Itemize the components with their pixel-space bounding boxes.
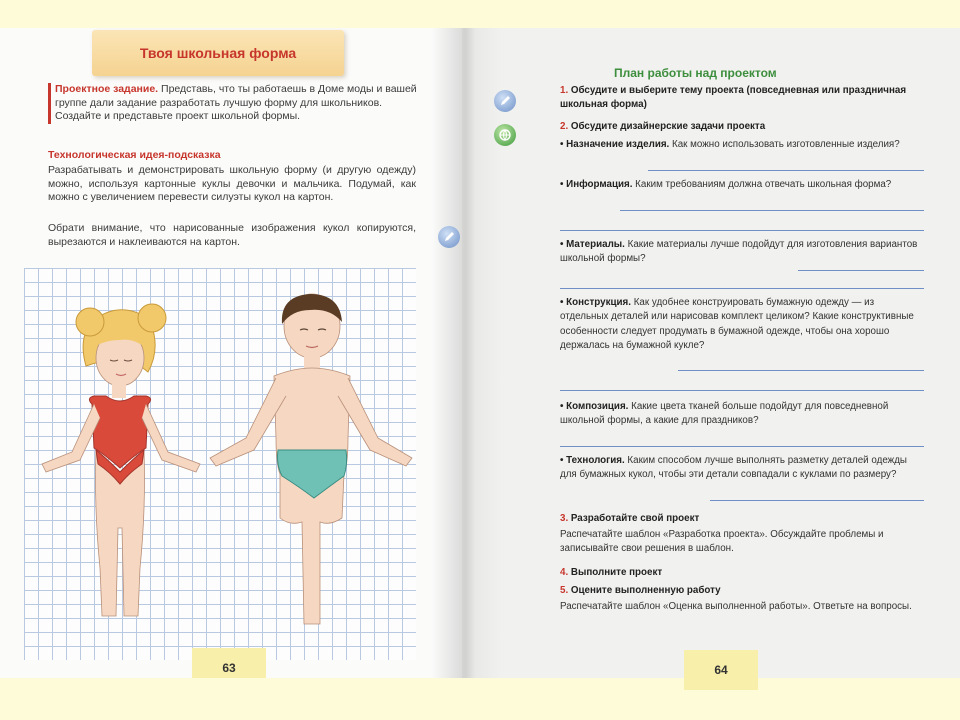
information-label: Информация. <box>566 179 633 190</box>
step-1 <box>560 84 924 113</box>
answer-line <box>560 230 924 231</box>
construction-label: Конструкция. <box>566 297 631 308</box>
step-3-description: Распечатайте шаблон «Разработка проекта». Обсуждайте проблемы и записывайте свои решения в шаблон. <box>560 529 884 555</box>
technology-text: Каким способом лучше выполнять разметку деталей одежды для бумажных кукол, чтобы эти детали совпадали с куклами по размеру? <box>560 455 907 481</box>
step-4-number: 4. <box>560 567 569 578</box>
page-number <box>192 648 266 678</box>
answer-line <box>620 210 924 211</box>
task-lead: Проектное задание. <box>55 83 159 95</box>
composition-label: Композиция. <box>566 401 629 412</box>
step-2-number: 2. <box>560 121 569 132</box>
step-4-text: Выполните проект <box>568 567 663 578</box>
answer-line <box>560 446 924 447</box>
step-1-text: Обсудите и выберите тему проекта (повседневная или праздничная школьная форма) <box>560 85 907 111</box>
page-title: Твоя школьная форма <box>139 45 297 61</box>
girl-doll <box>42 304 200 616</box>
step-4 <box>560 566 924 580</box>
step-2-text: Обсудите дизайнерские задачи проекта <box>568 121 766 132</box>
item-construction: • Конструкция. Как удобнее конструировать бумажную одежду — из отдельных деталей или нарисовав комплект целиком? Какие конструктивные особенности следует продумать в бумажной одежде, чтобы она хорошо держалась на бумажной кукле? <box>560 297 914 352</box>
page-number <box>684 650 758 690</box>
title-banner <box>92 30 344 76</box>
answer-line <box>710 500 924 501</box>
page-number-text: 63 <box>222 661 236 675</box>
textbook-spread <box>0 28 960 678</box>
boy-doll <box>210 294 412 624</box>
step-2 <box>560 120 924 134</box>
construction-text: Как удобнее конструировать бумажную одежду — из отдельных деталей или нарисовав комплект целиком? Какие конструктивные особенности следует продумать в бумажной одежде, чтобы она хорошо держалась на бумажной кукле? <box>560 297 914 352</box>
hint-paragraph-1: Разрабатывать и демонстрировать школьную форму (и другую одежду) можно, используя картонные куклы девочки и мальчика. Подумай, как можно с увеличением перевести силуэты кукол на картон. <box>48 164 416 204</box>
pencil-icon <box>438 226 460 248</box>
composition-text: Какие цвета тканей больше подойдут для повседневной школьной формы, а какие для праздников? <box>560 401 889 427</box>
item-purpose: • Назначение изделия. Как можно использовать изготовленные изделия? <box>560 139 900 150</box>
step-5 <box>560 584 924 598</box>
step-5-description: Распечатайте шаблон «Оценка выполненной работы». Ответьте на вопросы. <box>560 601 912 612</box>
left-page <box>0 28 462 678</box>
right-page <box>486 28 960 678</box>
purpose-label: Назначение изделия. <box>566 139 670 150</box>
item-technology: • Технология. Каким способом лучше выполнять разметку деталей одежды для бумажных кукол, чтобы эти детали совпадали с куклами по размеру? <box>560 455 907 481</box>
page-number-text: 64 <box>714 663 728 677</box>
task-text: Представь, что ты работаешь в Доме моды и вашей группе дали задание разработать лучшую форму для школьников. Создайте и представьте проект школьной формы. <box>55 83 417 123</box>
information-text: Каким требованиям должна отвечать школьная форма? <box>632 179 892 190</box>
materials-text: Какие материалы лучше подойдут для изготовления вариантов школьной формы? <box>560 239 918 265</box>
materials-label: Материалы. <box>566 239 625 250</box>
step-3-text: Разработайте свой проект <box>568 513 700 524</box>
hint-paragraph-2: Обрати внимание, что нарисованные изображения кукол копируются, вырезаются и наклеиваются на картон. <box>48 222 416 248</box>
project-task <box>48 83 419 124</box>
step-5-text: Оцените выполненную работу <box>568 585 721 596</box>
answer-line <box>798 270 924 271</box>
answer-line <box>648 170 924 171</box>
item-composition: • Композиция. Какие цвета тканей больше подойдут для повседневной школьной формы, а какие для праздников? <box>560 401 889 427</box>
answer-line <box>560 390 924 391</box>
answer-line <box>678 370 924 371</box>
hint-title: Технологическая идея-подсказка <box>48 149 221 161</box>
purpose-text: Как можно использовать изготовленные изделия? <box>669 139 900 150</box>
step-3 <box>560 512 924 526</box>
grid-paper <box>24 268 416 660</box>
plan-title: План работы над проектом <box>614 66 777 80</box>
step-3-number: 3. <box>560 513 569 524</box>
step-1-number: 1. <box>560 85 569 96</box>
step-5-number: 5. <box>560 585 569 596</box>
item-information: • Информация. Каким требованиям должна отвечать школьная форма? <box>560 179 892 190</box>
paper-dolls-illustration <box>24 268 416 660</box>
item-materials: • Материалы. Какие материалы лучше подойдут для изготовления вариантов школьной формы? <box>560 239 918 265</box>
technology-label: Технология. <box>566 455 625 466</box>
answer-line <box>560 288 924 289</box>
